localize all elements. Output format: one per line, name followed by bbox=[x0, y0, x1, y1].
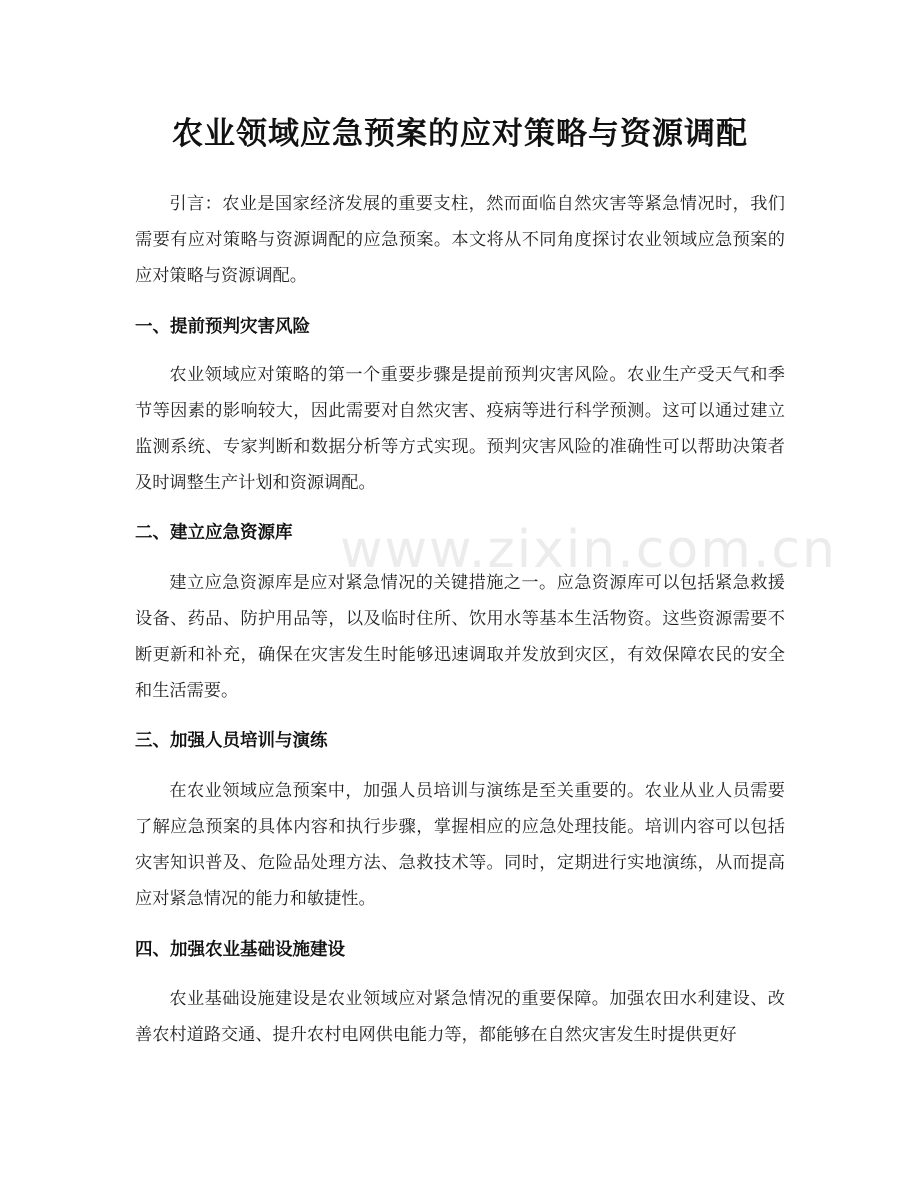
section-heading-2: 二、建立应急资源库 bbox=[135, 523, 293, 543]
watermark: www.zixin.com.cn bbox=[340, 520, 837, 580]
section-body-3: 在农业领域应急预案中，加强人员培训与演练是至关重要的。农业从业人员需要了解应急预案的具体内容和执行步骤，掌握相应的应急处理技能。培训内容可以包括灾害知识普及、危险品处理方法、急救技术等。同时，定期进行实地演练，从而提高应对紧急情况的能力和敏捷性。 bbox=[135, 781, 785, 909]
section-body-1: 农业领域应对策略的第一个重要步骤是提前预判灾害风险。农业生产受天气和季节等因素的影响较大，因此需要对自然灾害、疫病等进行科学预测。这可以通过建立监测系统、专家判断和数据分析等方式实现。预判灾害风险的准确性可以帮助决策者及时调整生产计划和资源调配。 bbox=[135, 365, 785, 493]
section-heading-4: 四、加强农业基础设施建设 bbox=[135, 940, 345, 960]
page-title: 农业领域应急预案的应对策略与资源调配 bbox=[172, 116, 748, 152]
section-heading-1: 一、提前预判灾害风险 bbox=[135, 317, 310, 337]
section-body-4: 农业基础设施建设是农业领域应对紧急情况的重要保障。加强农田水利建设、改善农村道路交通、提升农村电网供电能力等，都能够在自然灾害发生时提供更好 bbox=[135, 989, 785, 1045]
section-heading-3: 三、加强人员培训与演练 bbox=[135, 731, 328, 751]
intro-paragraph: 引言：农业是国家经济发展的重要支柱，然而面临自然灾害等紧急情况时，我们需要有应对策略与资源调配的应急预案。本文将从不同角度探讨农业领域应急预案的应对策略与资源调配。 bbox=[135, 194, 785, 286]
section-body-2: 建立应急资源库是应对紧急情况的关键措施之一。应急资源库可以包括紧急救援设备、药品、防护用品等，以及临时住所、饮用水等基本生活物资。这些资源需要不断更新和补充，确保在灾害发生时能够迅速调取并发放到灾区，有效保障农民的安全和生活需要。 bbox=[135, 573, 785, 701]
